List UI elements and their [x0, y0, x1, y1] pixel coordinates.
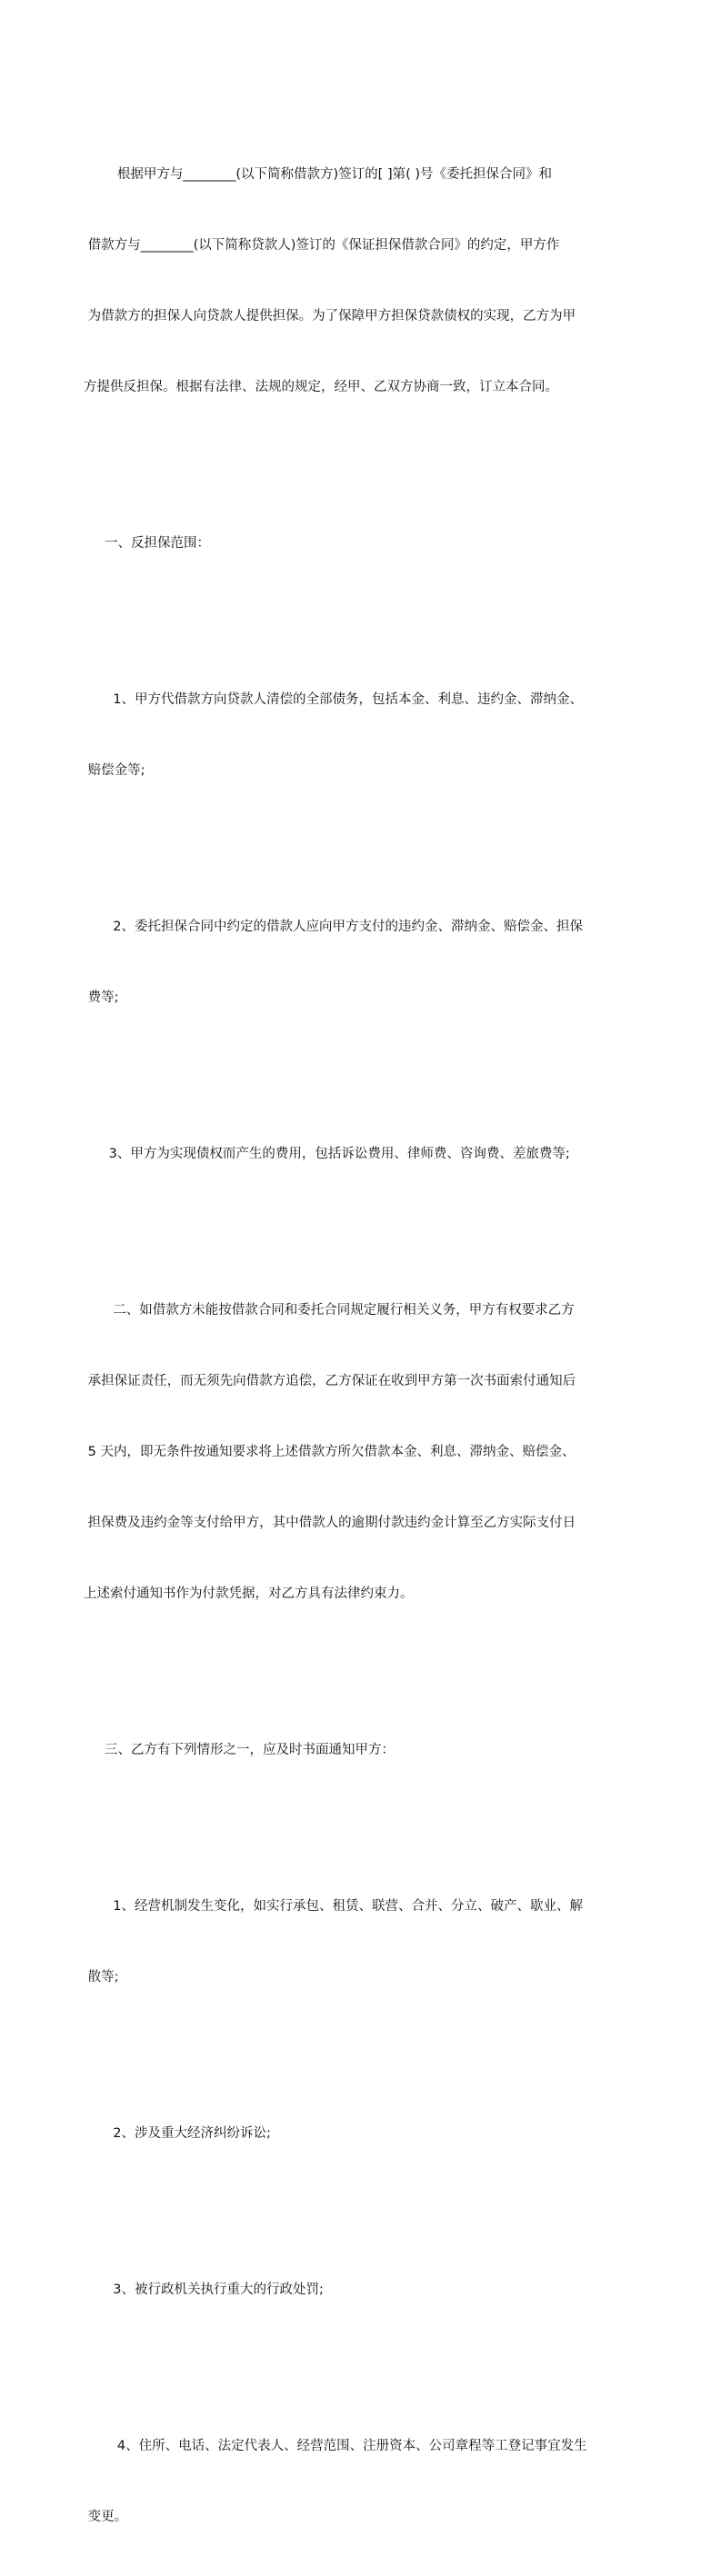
intro-line-2: 借款方与________(以下简称贷款人)签订的《保证担保借款合同》的约定，甲方作: [84, 238, 560, 253]
item3-4-paragraph: [84, 2387, 647, 2576]
item1-3-line-1: 3、甲方为实现债权而产生的费用，包括诉讼费用、律师费、咨询费、差旅费等;: [84, 1147, 570, 1161]
item1-1-paragraph: [84, 641, 647, 830]
item3-1-paragraph: [84, 1847, 647, 2036]
item3-2-line-1: 2、涉及重大经济纠纷诉讼;: [84, 2126, 271, 2141]
item1-2-line-1: 2、委托担保合同中约定的借款人应向甲方支付的违约金、滞纳金、赔偿金、担保: [84, 920, 583, 934]
item3-1-line-2: 散等;: [84, 1970, 119, 1984]
item3-4-line-1: 4、住所、电话、法定代表人、经营范围、注册资本、公司章程等工登记事宜发生: [84, 2439, 587, 2453]
document-body: [84, 115, 647, 2576]
intro-paragraph: [84, 115, 647, 446]
item3-1-line-1: 1、经营机制发生变化，如实行承包、租赁、联营、合并、分立、破产、歇业、解: [84, 1899, 583, 1914]
item3-3-paragraph: [84, 2231, 647, 2349]
section3-heading: 三、乙方有下列情形之一，应及时书面通知甲方：: [84, 1743, 396, 1757]
item1-1-line-2: 赔偿金等;: [84, 763, 145, 778]
section2-line-5: 上述索付通知书作为付款凭据，对乙方具有法律约束力。: [84, 1586, 414, 1601]
section2-line-3: 5 天内，即无条件按通知要求将上述借款方所欠借款本金、利息、滞纳金、赔偿金、: [84, 1445, 576, 1459]
intro-line-4: 方提供反担保。根据有法律、法规的规定，经甲、乙双方协商一致，订立本合同。: [84, 380, 558, 394]
item3-4-line-2: 变更。: [84, 2510, 128, 2524]
item3-3-line-1: 3、被行政机关执行重大的行政处罚;: [84, 2283, 324, 2297]
item3-2-paragraph: [84, 2074, 647, 2193]
intro-line-3: 为借款方的担保人向贷款人提供担保。为了保障甲方担保贷款债权的实现，乙方为甲: [84, 309, 576, 323]
section2-line-1: 二、如借款方未能按借款合同和委托合同规定履行相关义务，甲方有权要求乙方: [84, 1303, 575, 1318]
section2-line-2: 承担保证责任，而无须先向借款方追偿，乙方保证在收到甲方第一次书面索付通知后: [84, 1374, 576, 1388]
section2-paragraph: [84, 1251, 647, 1653]
item1-1-line-1: 1、甲方代借款方向贷款人清偿的全部债务，包括本金、利息、违约金、滞纳金、: [84, 692, 583, 707]
section2-line-4: 担保费及违约金等支付给甲方，其中借款人的逾期付款违约金计算至乙方实际支付日: [84, 1516, 576, 1530]
section1-heading: 一、反担保范围：: [84, 536, 211, 551]
item1-2-line-2: 费等;: [84, 990, 119, 1005]
intro-line-1: 根据甲方与________(以下简称借款方)签订的[ ]第( )号《委托担保合同》和: [84, 167, 553, 182]
item1-3-paragraph: [84, 1095, 647, 1213]
item1-2-paragraph: [84, 868, 647, 1057]
